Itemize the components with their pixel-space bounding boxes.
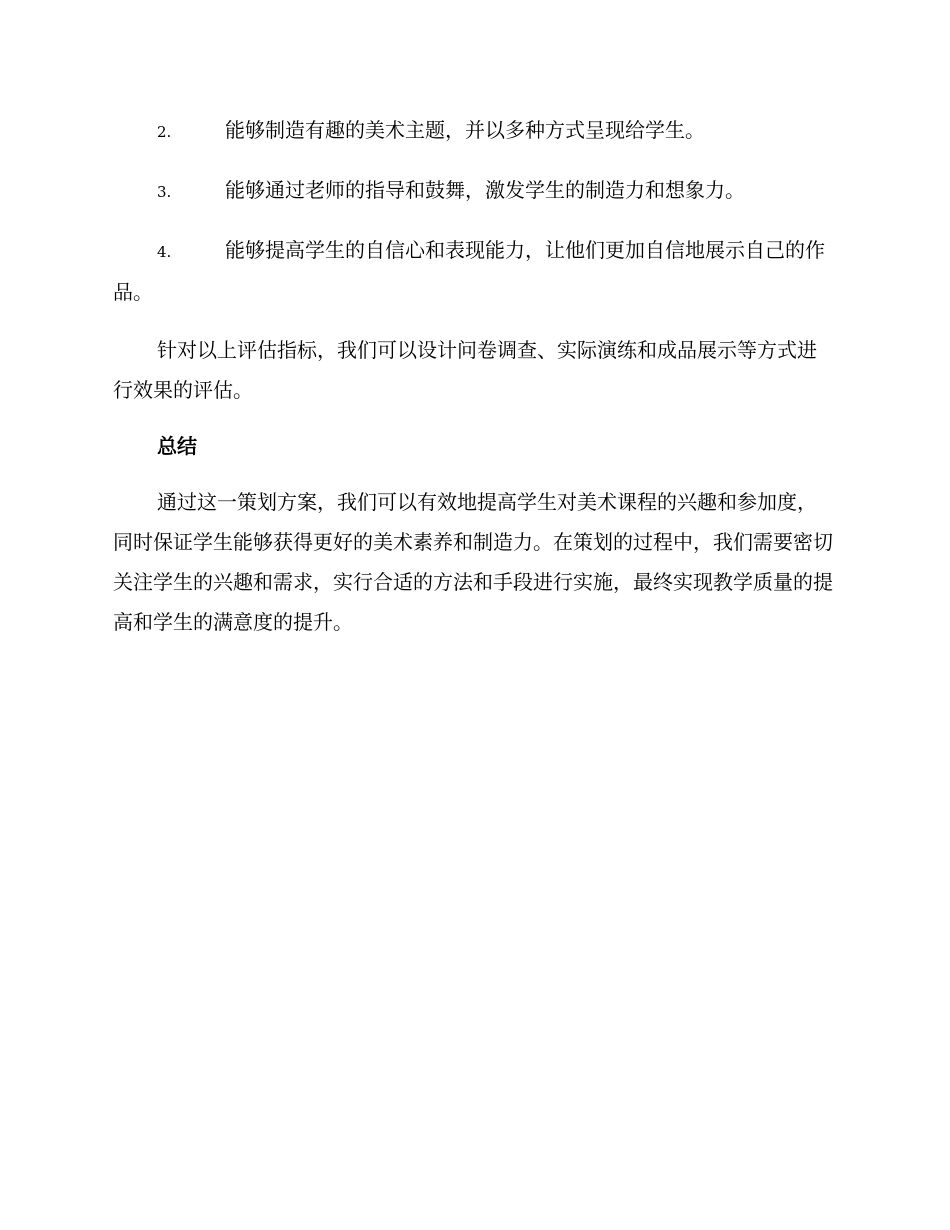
list-item-3 <box>113 170 835 212</box>
evaluation-paragraph: 针对以上评估指标，我们可以设计问卷调查、实际演练和成品展示等方式进行效果的评估。 <box>113 338 817 402</box>
list-item-number: 3. <box>157 183 172 201</box>
document-body <box>113 110 835 658</box>
summary-paragraph: 通过这一策划方案，我们可以有效地提高学生对美术课程的兴趣和参加度，同时保证学生能够获得更好的美术素养和制造力。在策划的过程中，我们需要密切关注学生的兴趣和需求，实行合适的方法和手段进行实施，最终实现教学质量的提高和学生的满意度的提升。 <box>113 490 833 634</box>
list-item-text: 能够提高学生的自信心和表现能力，让他们更加自信地展示自己的作品。 <box>113 238 825 304</box>
list-item-4 <box>113 230 835 312</box>
list-item-number: 4. <box>157 243 172 261</box>
list-item-number: 2. <box>157 123 172 141</box>
summary-heading: 总结 <box>157 434 197 458</box>
list-item-2 <box>113 110 835 152</box>
list-item-text: 能够制造有趣的美术主题，并以多种方式呈现给学生。 <box>225 118 705 142</box>
list-item-text: 能够通过老师的指导和鼓舞，激发学生的制造力和想象力。 <box>225 178 745 202</box>
